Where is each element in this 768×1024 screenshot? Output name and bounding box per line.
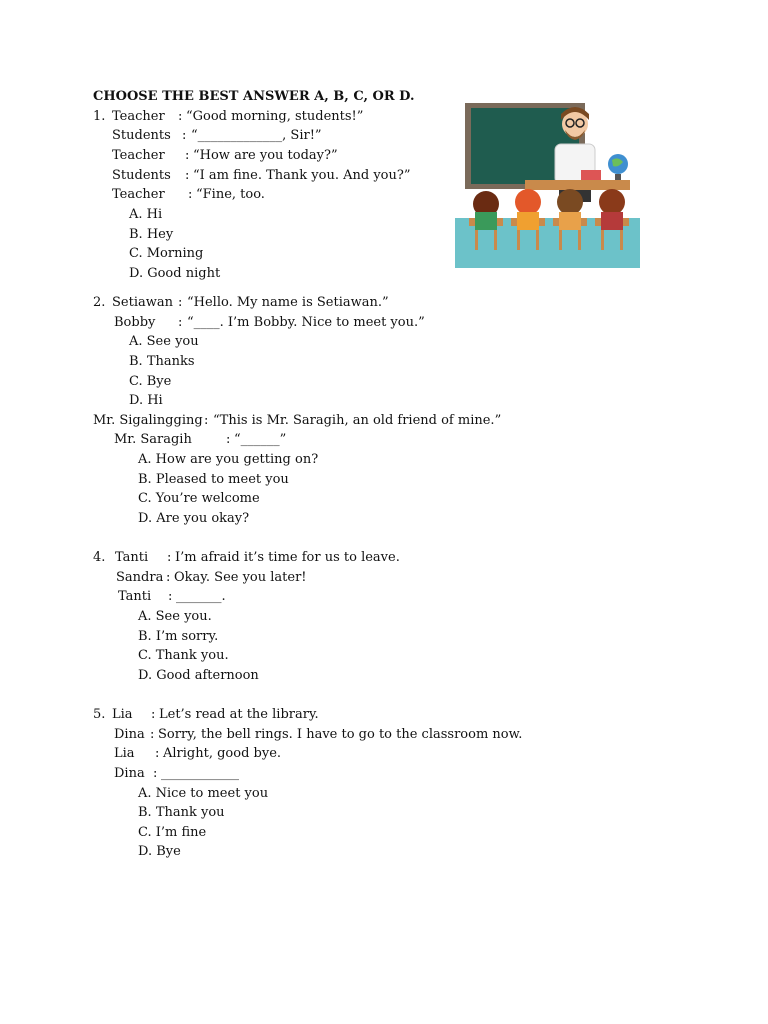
q1-speaker-5: Teacher [112,187,165,202]
q1-option-b: B. Hey [129,227,174,242]
q4-option-b: B. I’m sorry. [138,629,219,644]
q4-option-a: A. See you. [138,609,212,624]
q1-speaker-4: Students [112,168,171,183]
q5-colon-1: : [151,707,156,722]
q5-colon-2: : [150,727,155,742]
teacher-desk [525,180,630,190]
q4-line-2: Okay. See you later! [174,570,307,585]
q2-line-1: “Hello. My name is Setiawan.” [187,295,389,310]
q1-option-d: D. Good night [129,266,221,281]
q1-line-4: “I am fine. Thank you. And you?” [193,168,411,183]
page-title: CHOOSE THE BEST ANSWER A, B, C, OR D. [93,89,415,104]
q2-option-a: A. See you [129,334,199,349]
q1-speaker-1: Teacher [112,109,165,124]
q4-colon-1: : [167,550,172,565]
q3-colon-1: : [204,413,209,428]
q3-line-1: “This is Mr. Saragih, an old friend of mine.” [213,413,502,428]
q4-speaker-3: Tanti [118,589,152,604]
q5-line-3: Alright, good bye. [163,746,282,761]
q3-option-d: D. Are you okay? [138,511,250,526]
q1-colon-5: : [188,187,193,202]
q5-option-a: A. Nice to meet you [138,786,269,801]
q3-speaker-1: Mr. Sigalingging [93,413,203,428]
q1-colon-4: : [185,168,190,183]
q5-colon-3: : [155,746,160,761]
q5-speaker-4: Dina [114,766,145,781]
q1-colon-3: : [185,148,190,163]
q1-line-3: “How are you today?” [193,148,338,163]
q1-colon-1: : [178,109,183,124]
q2-line-2: “____. I’m Bobby. Nice to meet you.” [187,315,425,330]
q1-speaker-2: Students [112,128,171,143]
q2-option-b: B. Thanks [129,354,195,369]
q4-line-3: _______. [176,589,226,604]
q1-line-5: “Fine, too. [196,187,265,202]
question-2-number: 2. [93,295,106,310]
q4-colon-2: : [166,570,171,585]
q1-option-c: C. Morning [129,246,204,261]
q1-line-1: “Good morning, students!” [186,109,364,124]
q3-option-a: A. How are you getting on? [138,452,319,467]
q1-option-a: A. Hi [129,207,163,222]
q5-line-1: Let’s read at the library. [159,707,319,722]
q3-option-b: B. Pleased to meet you [138,472,289,487]
q4-speaker-1: Tanti [115,550,149,565]
q4-speaker-2: Sandra [116,570,164,585]
q1-speaker-3: Teacher [112,148,165,163]
q5-speaker-2: Dina [114,727,145,742]
q5-line-4: ____________ [161,766,239,781]
q3-speaker-2: Mr. Saragih [114,432,192,447]
q4-colon-3: : [168,589,173,604]
q2-option-c: C. Bye [129,374,172,389]
question-5-number: 5. [93,707,106,722]
q2-speaker-1: Setiawan [112,295,173,310]
q4-option-c: C. Thank you. [138,648,229,663]
q2-colon-1: : [178,295,183,310]
q5-option-b: B. Thank you [138,805,225,820]
q3-option-c: C. You’re welcome [138,491,260,506]
question-1-number: 1. [93,109,106,124]
q1-line-2: “_____________, Sir!” [191,128,322,143]
q1-colon-2: : [182,128,187,143]
q4-option-d: D. Good afternoon [138,668,259,683]
q2-option-d: D. Hi [129,393,163,408]
books-icon [581,170,601,180]
q5-speaker-3: Lia [114,746,135,761]
q5-line-2: Sorry, the bell rings. I have to go to the classroom now. [158,727,523,742]
q5-colon-4: : [153,766,158,781]
q2-speaker-2: Bobby [114,315,156,330]
q4-line-1: I’m afraid it’s time for us to leave. [175,550,400,565]
question-4-number: 4. [93,550,106,565]
q3-colon-2: : [226,432,231,447]
q5-option-c: C. I’m fine [138,825,207,840]
q5-option-d: D. Bye [138,844,181,859]
classroom-illustration [455,100,640,268]
globe-icon [608,154,628,180]
q3-line-2: “______” [234,432,287,447]
q2-colon-2: : [178,315,183,330]
q5-speaker-1: Lia [112,707,133,722]
